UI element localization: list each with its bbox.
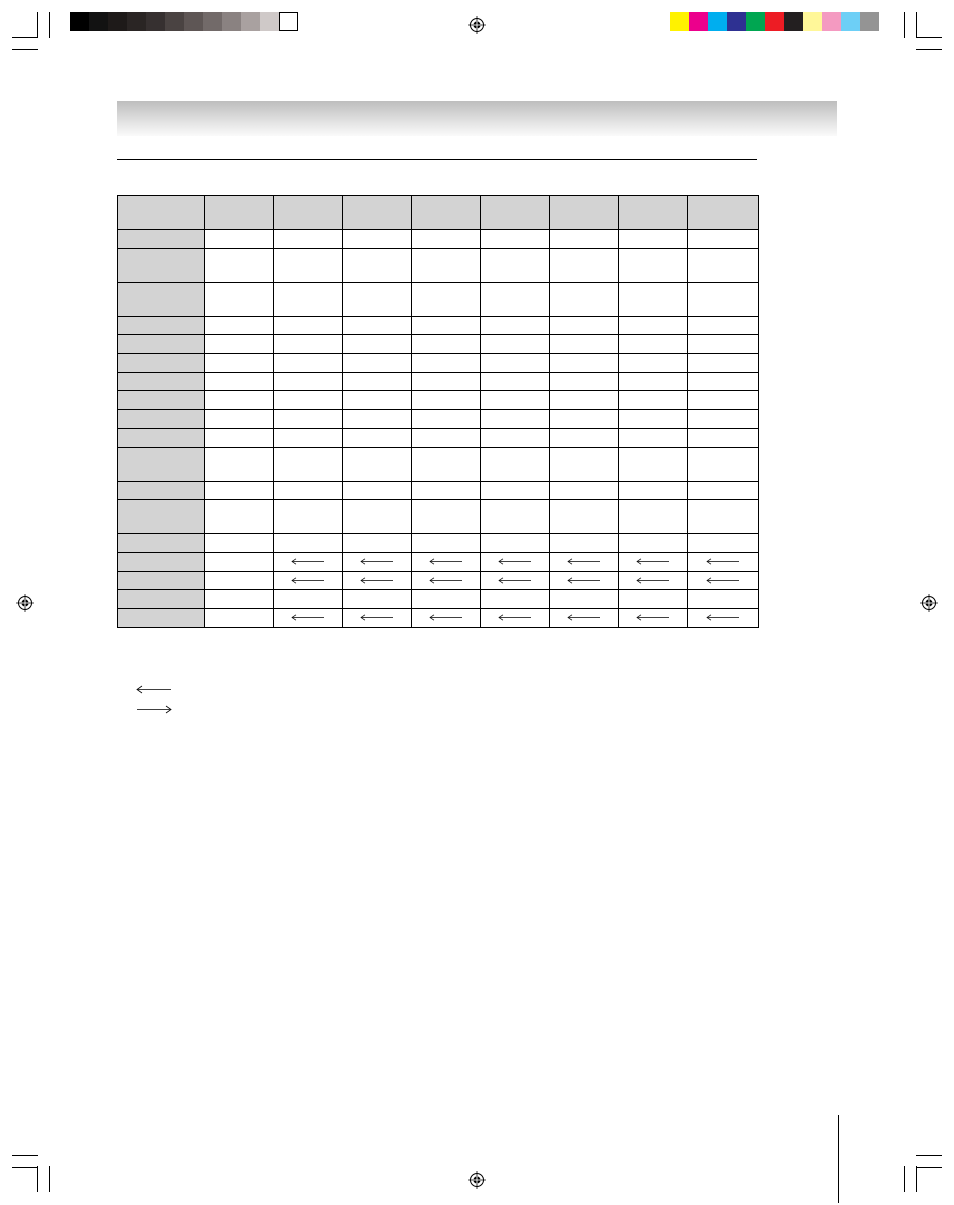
- left-arrow-icon: [291, 613, 325, 623]
- registration-mark-icon: [468, 1171, 486, 1189]
- table-cell: [481, 372, 550, 391]
- table-cell: [619, 608, 688, 627]
- table-cell: [343, 316, 412, 335]
- left-arrow-icon: [706, 613, 740, 623]
- left-arrow-icon: [567, 576, 601, 586]
- left-arrow-icon: [498, 613, 532, 623]
- table-cell: [619, 481, 688, 500]
- row-header-cell: [118, 410, 205, 429]
- table-cell: [274, 447, 343, 481]
- table-cell: [205, 571, 274, 590]
- table-cell: [343, 500, 412, 534]
- table-cell: [481, 230, 550, 249]
- table-cell: [481, 481, 550, 500]
- table-row: [118, 447, 759, 481]
- table-cell: [550, 590, 619, 609]
- table-cell: [481, 534, 550, 553]
- table-cell: [688, 316, 759, 335]
- table-cell: [550, 481, 619, 500]
- table-cell: [274, 552, 343, 571]
- table-cell: [550, 316, 619, 335]
- row-header-cell: [118, 282, 205, 316]
- row-header-cell: [118, 335, 205, 354]
- table-cell: [205, 372, 274, 391]
- table-cell: [688, 354, 759, 373]
- left-arrow-icon: [706, 557, 740, 567]
- specification-table: [117, 195, 759, 628]
- table-cell: [205, 428, 274, 447]
- table-cell: [274, 410, 343, 429]
- left-arrow-icon: [136, 681, 172, 699]
- table-cell: [688, 335, 759, 354]
- table-cell: [412, 316, 481, 335]
- grayscale-color-bar: [70, 12, 298, 31]
- color-swatch: [165, 12, 184, 31]
- table-cell: [205, 552, 274, 571]
- row-header-cell: [118, 571, 205, 590]
- table-cell: [205, 354, 274, 373]
- table-cell: [550, 534, 619, 553]
- table-cell: [274, 316, 343, 335]
- table-cell: [688, 481, 759, 500]
- table-cell: [274, 608, 343, 627]
- table-cell: [688, 552, 759, 571]
- color-swatch: [279, 12, 298, 31]
- table-cell: [205, 590, 274, 609]
- left-arrow-icon: [567, 557, 601, 567]
- process-color-bar: [670, 12, 879, 31]
- section-header-bar: [117, 101, 837, 136]
- color-swatch: [260, 12, 279, 31]
- table-cell: [481, 447, 550, 481]
- left-arrow-icon: [291, 557, 325, 567]
- left-arrow-icon: [360, 557, 394, 567]
- table-row: [118, 410, 759, 429]
- table-row: [118, 335, 759, 354]
- table-cell: [619, 335, 688, 354]
- row-header-cell: [118, 230, 205, 249]
- table-cell: [343, 230, 412, 249]
- table-cell: [343, 608, 412, 627]
- table-cell: [688, 230, 759, 249]
- table-cell: [274, 534, 343, 553]
- column-header: [481, 196, 550, 230]
- table-cell: [481, 391, 550, 410]
- table-cell: [412, 590, 481, 609]
- table-cell: [550, 354, 619, 373]
- table-cell: [550, 500, 619, 534]
- table-cell: [343, 534, 412, 553]
- left-arrow-icon: [291, 576, 325, 586]
- table-cell: [481, 410, 550, 429]
- left-arrow-icon: [498, 557, 532, 567]
- color-swatch: [689, 12, 708, 31]
- table-cell: [550, 410, 619, 429]
- table-cell: [688, 391, 759, 410]
- table-row: [118, 230, 759, 249]
- table-cell: [550, 447, 619, 481]
- table-cell: [274, 335, 343, 354]
- table-row: [118, 552, 759, 571]
- table-cell: [619, 571, 688, 590]
- table-cell: [343, 410, 412, 429]
- table-cell: [481, 571, 550, 590]
- table-cell: [619, 500, 688, 534]
- margin-rule: [838, 1115, 839, 1203]
- color-swatch: [727, 12, 746, 31]
- table-cell: [688, 410, 759, 429]
- table-cell: [619, 230, 688, 249]
- table-row: [118, 248, 759, 282]
- registration-mark-icon: [468, 16, 486, 34]
- table-cell: [619, 590, 688, 609]
- table-cell: [205, 391, 274, 410]
- color-swatch: [203, 12, 222, 31]
- header-corner-cell: [118, 196, 205, 230]
- color-swatch: [860, 12, 879, 31]
- table-cell: [343, 481, 412, 500]
- table-cell: [343, 282, 412, 316]
- color-swatch: [765, 12, 784, 31]
- table-row: [118, 372, 759, 391]
- column-header: [412, 196, 481, 230]
- left-arrow-icon: [636, 613, 670, 623]
- table-cell: [412, 248, 481, 282]
- row-header-cell: [118, 481, 205, 500]
- column-header: [205, 196, 274, 230]
- table-cell: [550, 428, 619, 447]
- left-arrow-icon: [636, 576, 670, 586]
- table-cell: [205, 447, 274, 481]
- table-cell: [343, 590, 412, 609]
- table-cell: [550, 372, 619, 391]
- registration-mark-icon: [16, 594, 34, 612]
- table-row: [118, 481, 759, 500]
- left-arrow-icon: [498, 576, 532, 586]
- table-cell: [412, 335, 481, 354]
- table-cell: [481, 428, 550, 447]
- table-cell: [688, 248, 759, 282]
- table-cell: [205, 410, 274, 429]
- table-cell: [550, 248, 619, 282]
- row-header-cell: [118, 608, 205, 627]
- table-cell: [550, 282, 619, 316]
- table-cell: [619, 316, 688, 335]
- table-cell: [688, 590, 759, 609]
- table-cell: [688, 428, 759, 447]
- table-cell: [619, 248, 688, 282]
- table-cell: [274, 282, 343, 316]
- table-cell: [343, 428, 412, 447]
- table-cell: [412, 372, 481, 391]
- table-cell: [205, 500, 274, 534]
- table-cell: [205, 282, 274, 316]
- table-cell: [343, 248, 412, 282]
- table-cell: [550, 571, 619, 590]
- color-swatch: [184, 12, 203, 31]
- table-header-row: [118, 196, 759, 230]
- table-cell: [274, 571, 343, 590]
- table-cell: [550, 335, 619, 354]
- table-cell: [274, 354, 343, 373]
- column-header: [343, 196, 412, 230]
- table-cell: [412, 282, 481, 316]
- table-cell: [343, 335, 412, 354]
- color-swatch: [822, 12, 841, 31]
- table-cell: [688, 372, 759, 391]
- table-cell: [343, 571, 412, 590]
- table-row: [118, 316, 759, 335]
- table-row: [118, 354, 759, 373]
- column-header: [274, 196, 343, 230]
- table-cell: [412, 410, 481, 429]
- table-cell: [274, 248, 343, 282]
- table-cell: [343, 391, 412, 410]
- table-cell: [412, 428, 481, 447]
- row-header-cell: [118, 534, 205, 553]
- table-cell: [412, 447, 481, 481]
- table-cell: [412, 230, 481, 249]
- table-cell: [205, 481, 274, 500]
- left-arrow-icon: [567, 613, 601, 623]
- table-cell: [274, 500, 343, 534]
- table-cell: [205, 534, 274, 553]
- left-arrow-icon: [706, 576, 740, 586]
- table-cell: [481, 335, 550, 354]
- table-cell: [343, 354, 412, 373]
- row-header-cell: [118, 552, 205, 571]
- left-arrow-icon: [429, 576, 463, 586]
- table-cell: [550, 608, 619, 627]
- table-cell: [412, 481, 481, 500]
- left-arrow-icon: [636, 557, 670, 567]
- table-row: [118, 571, 759, 590]
- row-header-cell: [118, 428, 205, 447]
- row-header-cell: [118, 447, 205, 481]
- row-header-cell: [118, 590, 205, 609]
- table-row: [118, 428, 759, 447]
- column-header: [550, 196, 619, 230]
- table-cell: [412, 354, 481, 373]
- row-header-cell: [118, 500, 205, 534]
- table-cell: [619, 410, 688, 429]
- table-cell: [412, 391, 481, 410]
- table-cell: [688, 571, 759, 590]
- table-cell: [412, 552, 481, 571]
- table-cell: [412, 608, 481, 627]
- color-swatch: [70, 12, 89, 31]
- column-header: [688, 196, 759, 230]
- color-swatch: [146, 12, 165, 31]
- column-header: [619, 196, 688, 230]
- table-cell: [688, 608, 759, 627]
- row-header-cell: [118, 354, 205, 373]
- color-swatch: [127, 12, 146, 31]
- table-cell: [205, 248, 274, 282]
- table-cell: [619, 552, 688, 571]
- row-header-cell: [118, 391, 205, 410]
- table-cell: [619, 354, 688, 373]
- left-arrow-icon: [360, 613, 394, 623]
- table-cell: [274, 372, 343, 391]
- table-cell: [274, 590, 343, 609]
- table-row: [118, 500, 759, 534]
- table-cell: [205, 316, 274, 335]
- table-cell: [274, 230, 343, 249]
- table-cell: [481, 552, 550, 571]
- row-header-cell: [118, 372, 205, 391]
- table-row: [118, 608, 759, 627]
- table-cell: [550, 391, 619, 410]
- table-cell: [550, 230, 619, 249]
- table-cell: [688, 500, 759, 534]
- table-row: [118, 590, 759, 609]
- table-cell: [205, 230, 274, 249]
- table-cell: [688, 534, 759, 553]
- table-cell: [343, 447, 412, 481]
- color-swatch: [746, 12, 765, 31]
- table-cell: [412, 571, 481, 590]
- table-cell: [619, 447, 688, 481]
- color-swatch: [708, 12, 727, 31]
- table-cell: [412, 500, 481, 534]
- table-cell: [274, 428, 343, 447]
- table-cell: [481, 316, 550, 335]
- table-cell: [274, 391, 343, 410]
- table-cell: [688, 447, 759, 481]
- table-row: [118, 534, 759, 553]
- table-cell: [619, 391, 688, 410]
- table-cell: [481, 282, 550, 316]
- color-swatch: [241, 12, 260, 31]
- table-cell: [481, 248, 550, 282]
- table-cell: [481, 590, 550, 609]
- table-cell: [619, 428, 688, 447]
- left-arrow-icon: [429, 557, 463, 567]
- table-cell: [481, 608, 550, 627]
- table-cell: [412, 534, 481, 553]
- table-cell: [205, 335, 274, 354]
- color-swatch: [841, 12, 860, 31]
- table-cell: [343, 552, 412, 571]
- table-cell: [205, 608, 274, 627]
- table-cell: [619, 282, 688, 316]
- right-arrow-icon: [136, 701, 172, 719]
- table-cell: [688, 282, 759, 316]
- color-swatch: [670, 12, 689, 31]
- table-row: [118, 391, 759, 410]
- row-header-cell: [118, 316, 205, 335]
- left-arrow-icon: [360, 576, 394, 586]
- table-cell: [481, 354, 550, 373]
- table-cell: [619, 534, 688, 553]
- table-cell: [619, 372, 688, 391]
- registration-mark-icon: [920, 594, 938, 612]
- color-swatch: [222, 12, 241, 31]
- table-cell: [550, 552, 619, 571]
- table-cell: [481, 500, 550, 534]
- table-cell: [274, 481, 343, 500]
- color-swatch: [108, 12, 127, 31]
- table-cell: [343, 372, 412, 391]
- color-swatch: [803, 12, 822, 31]
- title-underline: [117, 159, 757, 160]
- row-header-cell: [118, 248, 205, 282]
- table-row: [118, 282, 759, 316]
- color-swatch: [784, 12, 803, 31]
- left-arrow-icon: [429, 613, 463, 623]
- color-swatch: [89, 12, 108, 31]
